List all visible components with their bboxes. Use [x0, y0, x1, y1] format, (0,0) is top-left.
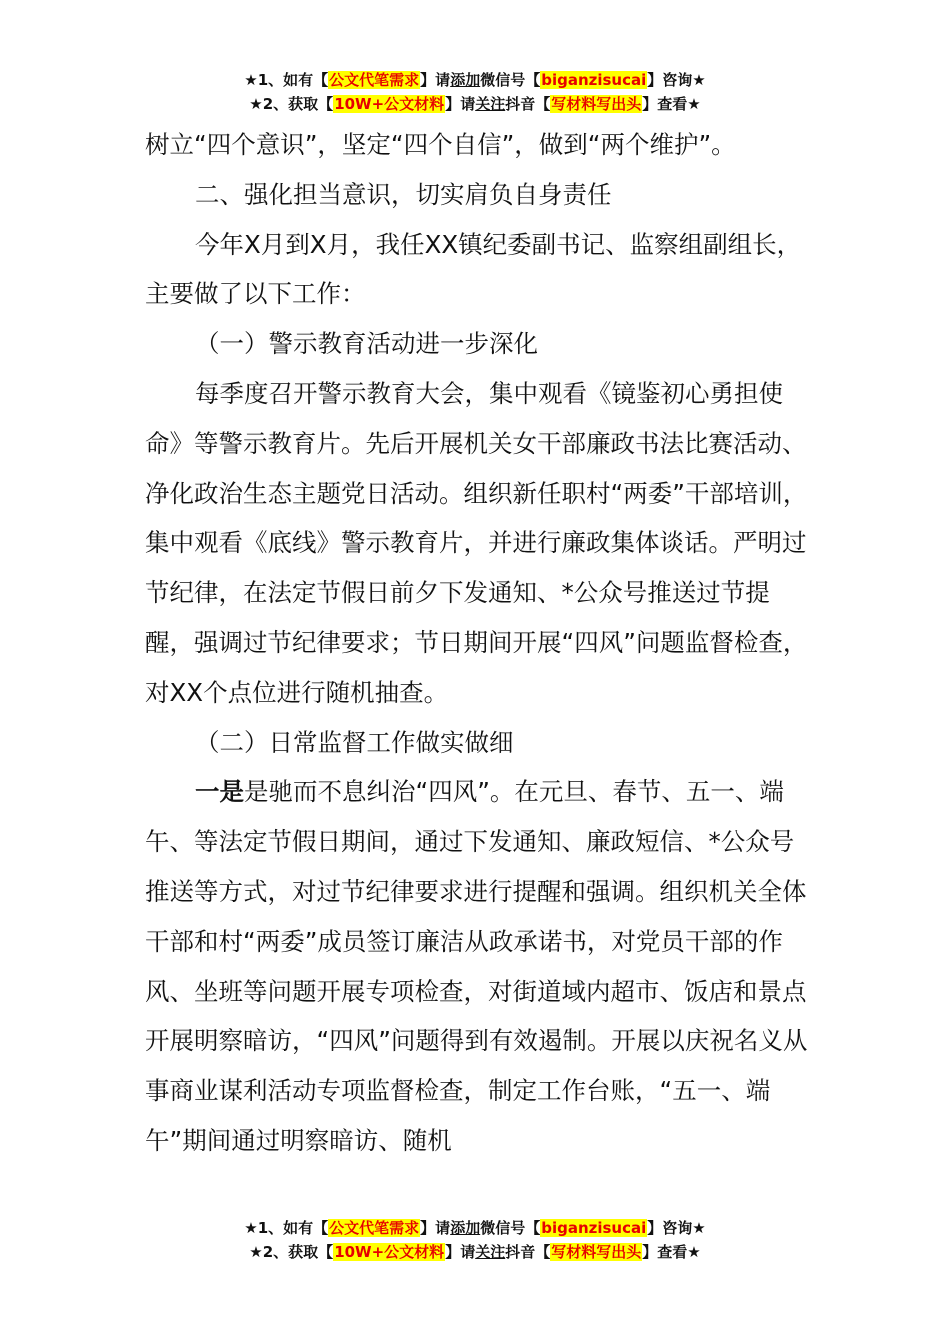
- banner-underlined-text: 关注: [475, 1243, 506, 1261]
- banner-text: 】咨询★: [647, 1219, 706, 1237]
- banner-line-1: [0, 1216, 950, 1240]
- highlight-douyin-account: 写材料写出头: [551, 95, 642, 113]
- banner-underlined-text: 关注: [475, 95, 506, 113]
- banner-line-2: [0, 1240, 950, 1264]
- section-heading: 二、强化担当意识，切实肩负自身责任: [195, 179, 612, 209]
- document-body: [145, 120, 810, 1166]
- banner-line-1: [0, 68, 950, 92]
- subsection-heading: （一）警示教育活动进一步深化: [195, 329, 538, 359]
- banner-text: 】请: [445, 1243, 476, 1261]
- paragraph: 每季度召开警示教育大会，集中观看《镜鉴初心勇担使命》等警示教育片。先后开展机关女干部廉政书法比赛活动、净化政治生态主题党日活动。组织新任职村“两委”干部培训，集中观看《底线》警示教育片，并进行廉政集体谈话。严明过节纪律，在法定节假日前夕下发通知、*公众号推送过节提醒，强调过节纪律要求；节日期间开展“四风”问题监督检查，对XX个点位进行随机抽查。: [145, 378, 808, 707]
- paragraph-continuation: 树立“四个意识”，坚定“四个自信”，做到“两个维护”。: [145, 130, 736, 159]
- banner-text: 抖音【: [505, 95, 551, 113]
- banner-text: 微信号【: [480, 71, 541, 89]
- banner-underlined-text: 添加: [450, 71, 481, 89]
- banner-text: 】查看★: [642, 95, 701, 113]
- banner-text: 抖音【: [505, 1243, 551, 1261]
- highlight-wechat-id: biganzisucai: [541, 1219, 647, 1237]
- subsection-heading: （二）日常监督工作做实做细: [195, 727, 514, 757]
- banner-text: 】咨询★: [647, 71, 706, 89]
- highlight-service: 公文代笔需求: [329, 71, 420, 89]
- banner-text: 】请: [445, 95, 476, 113]
- highlight-service: 公文代笔需求: [329, 1219, 420, 1237]
- paragraph-text: 是驰而不息纠治“四风”。在元旦、春节、五一、端午、等法定节假日期间，通过下发通知、廉政短信、*公众号推送等方式，对过节纪律要求进行提醒和强调。组织机关全体干部和村“两委”成员签订廉洁从政承诺书，对党员干部的作风、坐班等问题开展专项检查，对街道域内超市、饭店和景点开展明察暗访，“四风”问题得到有效遏制。开展以庆祝名义从事商业谋利活动专项监督检查，制定工作台账，“五一、端午”期间通过明察暗访、随机: [145, 777, 808, 1155]
- banner-line-2: [0, 92, 950, 116]
- banner-text: ★2、获取【: [249, 1243, 334, 1261]
- banner-text: 】查看★: [642, 1243, 701, 1261]
- banner-text: ★1、如有【: [244, 71, 329, 89]
- highlight-douyin-account: 写材料写出头: [551, 1243, 642, 1261]
- footer-banner: [0, 1216, 950, 1264]
- highlight-wechat-id: biganzisucai: [541, 71, 647, 89]
- paragraph: [145, 767, 810, 1165]
- banner-text: ★1、如有【: [244, 1219, 329, 1237]
- banner-text: 】请: [420, 71, 451, 89]
- bold-lead-text: 一是: [195, 777, 244, 807]
- header-banner: [0, 68, 950, 116]
- banner-underlined-text: 添加: [450, 1219, 481, 1237]
- highlight-materials: 10W+公文材料: [334, 95, 445, 113]
- banner-text: ★2、获取【: [249, 95, 334, 113]
- banner-text: 】请: [420, 1219, 451, 1237]
- banner-text: 微信号【: [480, 1219, 541, 1237]
- paragraph: 今年X月到X月，我任XX镇纪委副书记、监察组副组长，主要做了以下工作：: [145, 229, 802, 309]
- highlight-materials: 10W+公文材料: [334, 1243, 445, 1261]
